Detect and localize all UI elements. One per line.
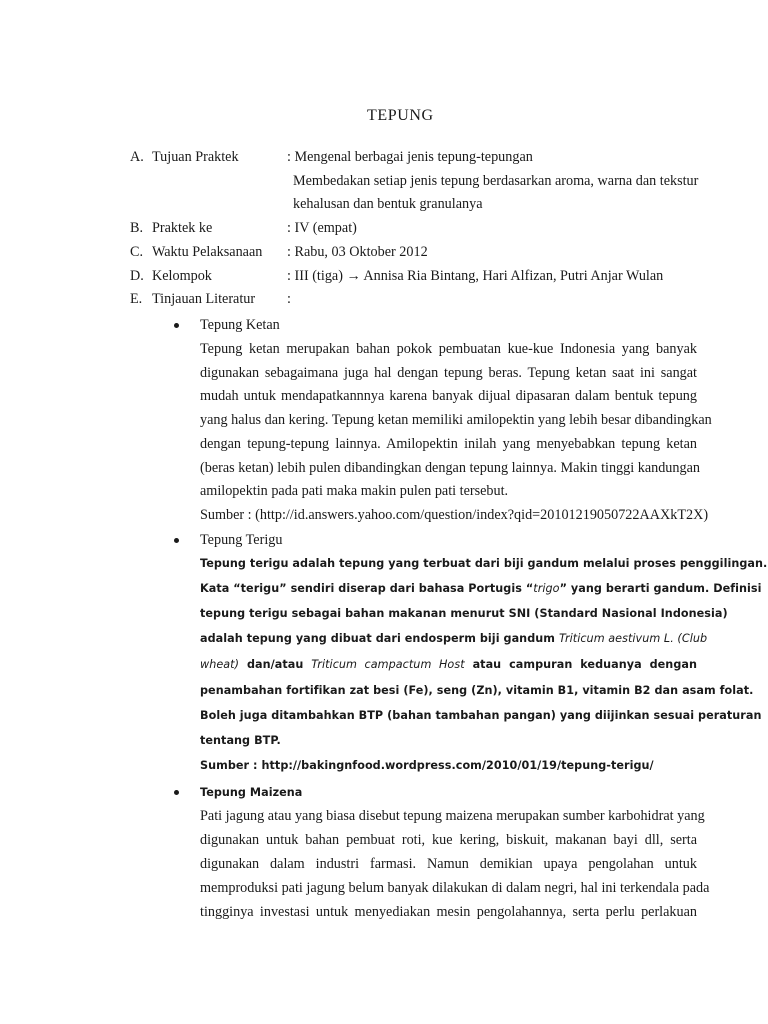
row-value: Membedakan setiap jenis tepung berdasarkan aroma, warna dan tekstur [293,173,699,189]
row-label: Kelompok [152,268,212,284]
paragraph-line: amilopektin pada pati maka makin pulen pati tersebut. [200,483,509,499]
bullet-icon [173,322,181,330]
italic-term: wheat) [200,658,240,671]
text-run: adalah tepung yang dibuat dari endosperm biji gandum [200,632,559,645]
paragraph-line: digunakan untuk bahan pembuat roti, kue kering, biskuit, makanan bayi dll, serta [200,832,697,848]
row-label: Tinjauan Literatur [152,291,256,307]
paragraph-line [200,582,762,595]
row-letter: B. [130,220,144,236]
paragraph-line: tentang BTP. [200,734,281,747]
italic-term: Triticum campactum Host [311,658,465,671]
row-value: kehalusan dan bentuk granulanya [293,196,483,212]
row-letter: E. [130,291,143,307]
text-run: Kata “terigu” sendiri diserap dari bahasa Portugis “ [200,582,534,595]
paragraph-line: Tepung terigu adalah tepung yang terbuat dari biji gandum melalui proses penggilingan. [200,557,768,570]
paragraph-line: dengan tepung-tepung lainnya. Amilopektin inilah yang menyebabkan tepung ketan [200,436,697,452]
italic-term: Triticum aestivum L. (Club [558,632,708,645]
section-heading: Tepung Maizena [200,786,303,799]
section-heading: Tepung Ketan [200,317,280,333]
bullet-icon [173,789,181,797]
row-label: Tujuan Praktek [152,149,239,165]
paragraph-line: tepung terigu sebagai bahan makanan menurut SNI (Standard Nasional Indonesia) [200,607,728,620]
source-citation: Sumber : (http://id.answers.yahoo.com/question/index?qid=20101219050722AAXkT2X) [200,507,709,523]
row-letter: D. [130,268,144,284]
paragraph-line: yang halus dan kering. Tepung ketan memiliki amilopektin yang lebih besar dibandingkan [200,412,712,428]
row-value: : IV (empat) [287,220,357,236]
row-label: Praktek ke [152,220,213,236]
section-heading: Tepung Terigu [200,532,283,548]
italic-term: trigo [533,582,560,595]
row-value: : Mengenal berbagai jenis tepung-tepungan [287,149,533,165]
row-value: : [287,291,291,307]
text-run: atau campuran keduanya dengan [464,658,697,671]
paragraph-line: Pati jagung atau yang biasa disebut tepung maizena merupakan sumber karbohidrat yang [200,808,705,824]
row-letter: C. [130,244,144,260]
page-title: TEPUNG [367,107,434,124]
source-citation: Sumber : http://bakingnfood.wordpress.com/2010/01/19/tepung-terigu/ [200,759,654,772]
paragraph-line [200,632,708,645]
paragraph-line [200,658,697,671]
text-run: ” yang berarti gandum. Definisi [559,582,762,595]
paragraph-line: digunakan dalam industri farmasi. Namun demikian upaya pengolahan untuk [200,856,697,872]
text-run: dan/atau [239,658,312,671]
bullet-icon [173,537,181,545]
paragraph-line: mudah untuk mendapatkannnya karena banyak dijual dipasaran dalam bentuk tepung [200,388,697,404]
row-label: Waktu Pelaksanaan [152,244,263,260]
row-value: : Rabu, 03 Oktober 2012 [287,244,428,260]
paragraph-line: memproduksi pati jagung belum banyak dilakukan di dalam negri, hal ini terkendala pada [200,880,710,896]
paragraph-line: Boleh juga ditambahkan BTP (bahan tambahan pangan) yang diijinkan sesuai peraturan [200,709,762,722]
paragraph-line: Tepung ketan merupakan bahan pokok pembuatan kue-kue Indonesia yang banyak [200,341,697,357]
paragraph-line: (beras ketan) lebih pulen dibandingkan dengan tepung lainnya. Makin tinggi kandungan [200,460,700,476]
row-value: : III (tiga) → Annisa Ria Bintang, Hari Alfizan, Putri Anjar Wulan [287,268,664,284]
paragraph-line: tingginya investasi untuk menyediakan mesin pengolahannya, serta perlu perlakuan [200,904,697,920]
paragraph-line: penambahan fortifikan zat besi (Fe), seng (Zn), vitamin B1, vitamin B2 dan asam folat. [200,684,754,697]
row-letter: A. [130,149,144,165]
paragraph-line: digunakan sebagaimana juga hal dengan tepung beras. Tepung ketan saat ini sangat [200,365,697,381]
